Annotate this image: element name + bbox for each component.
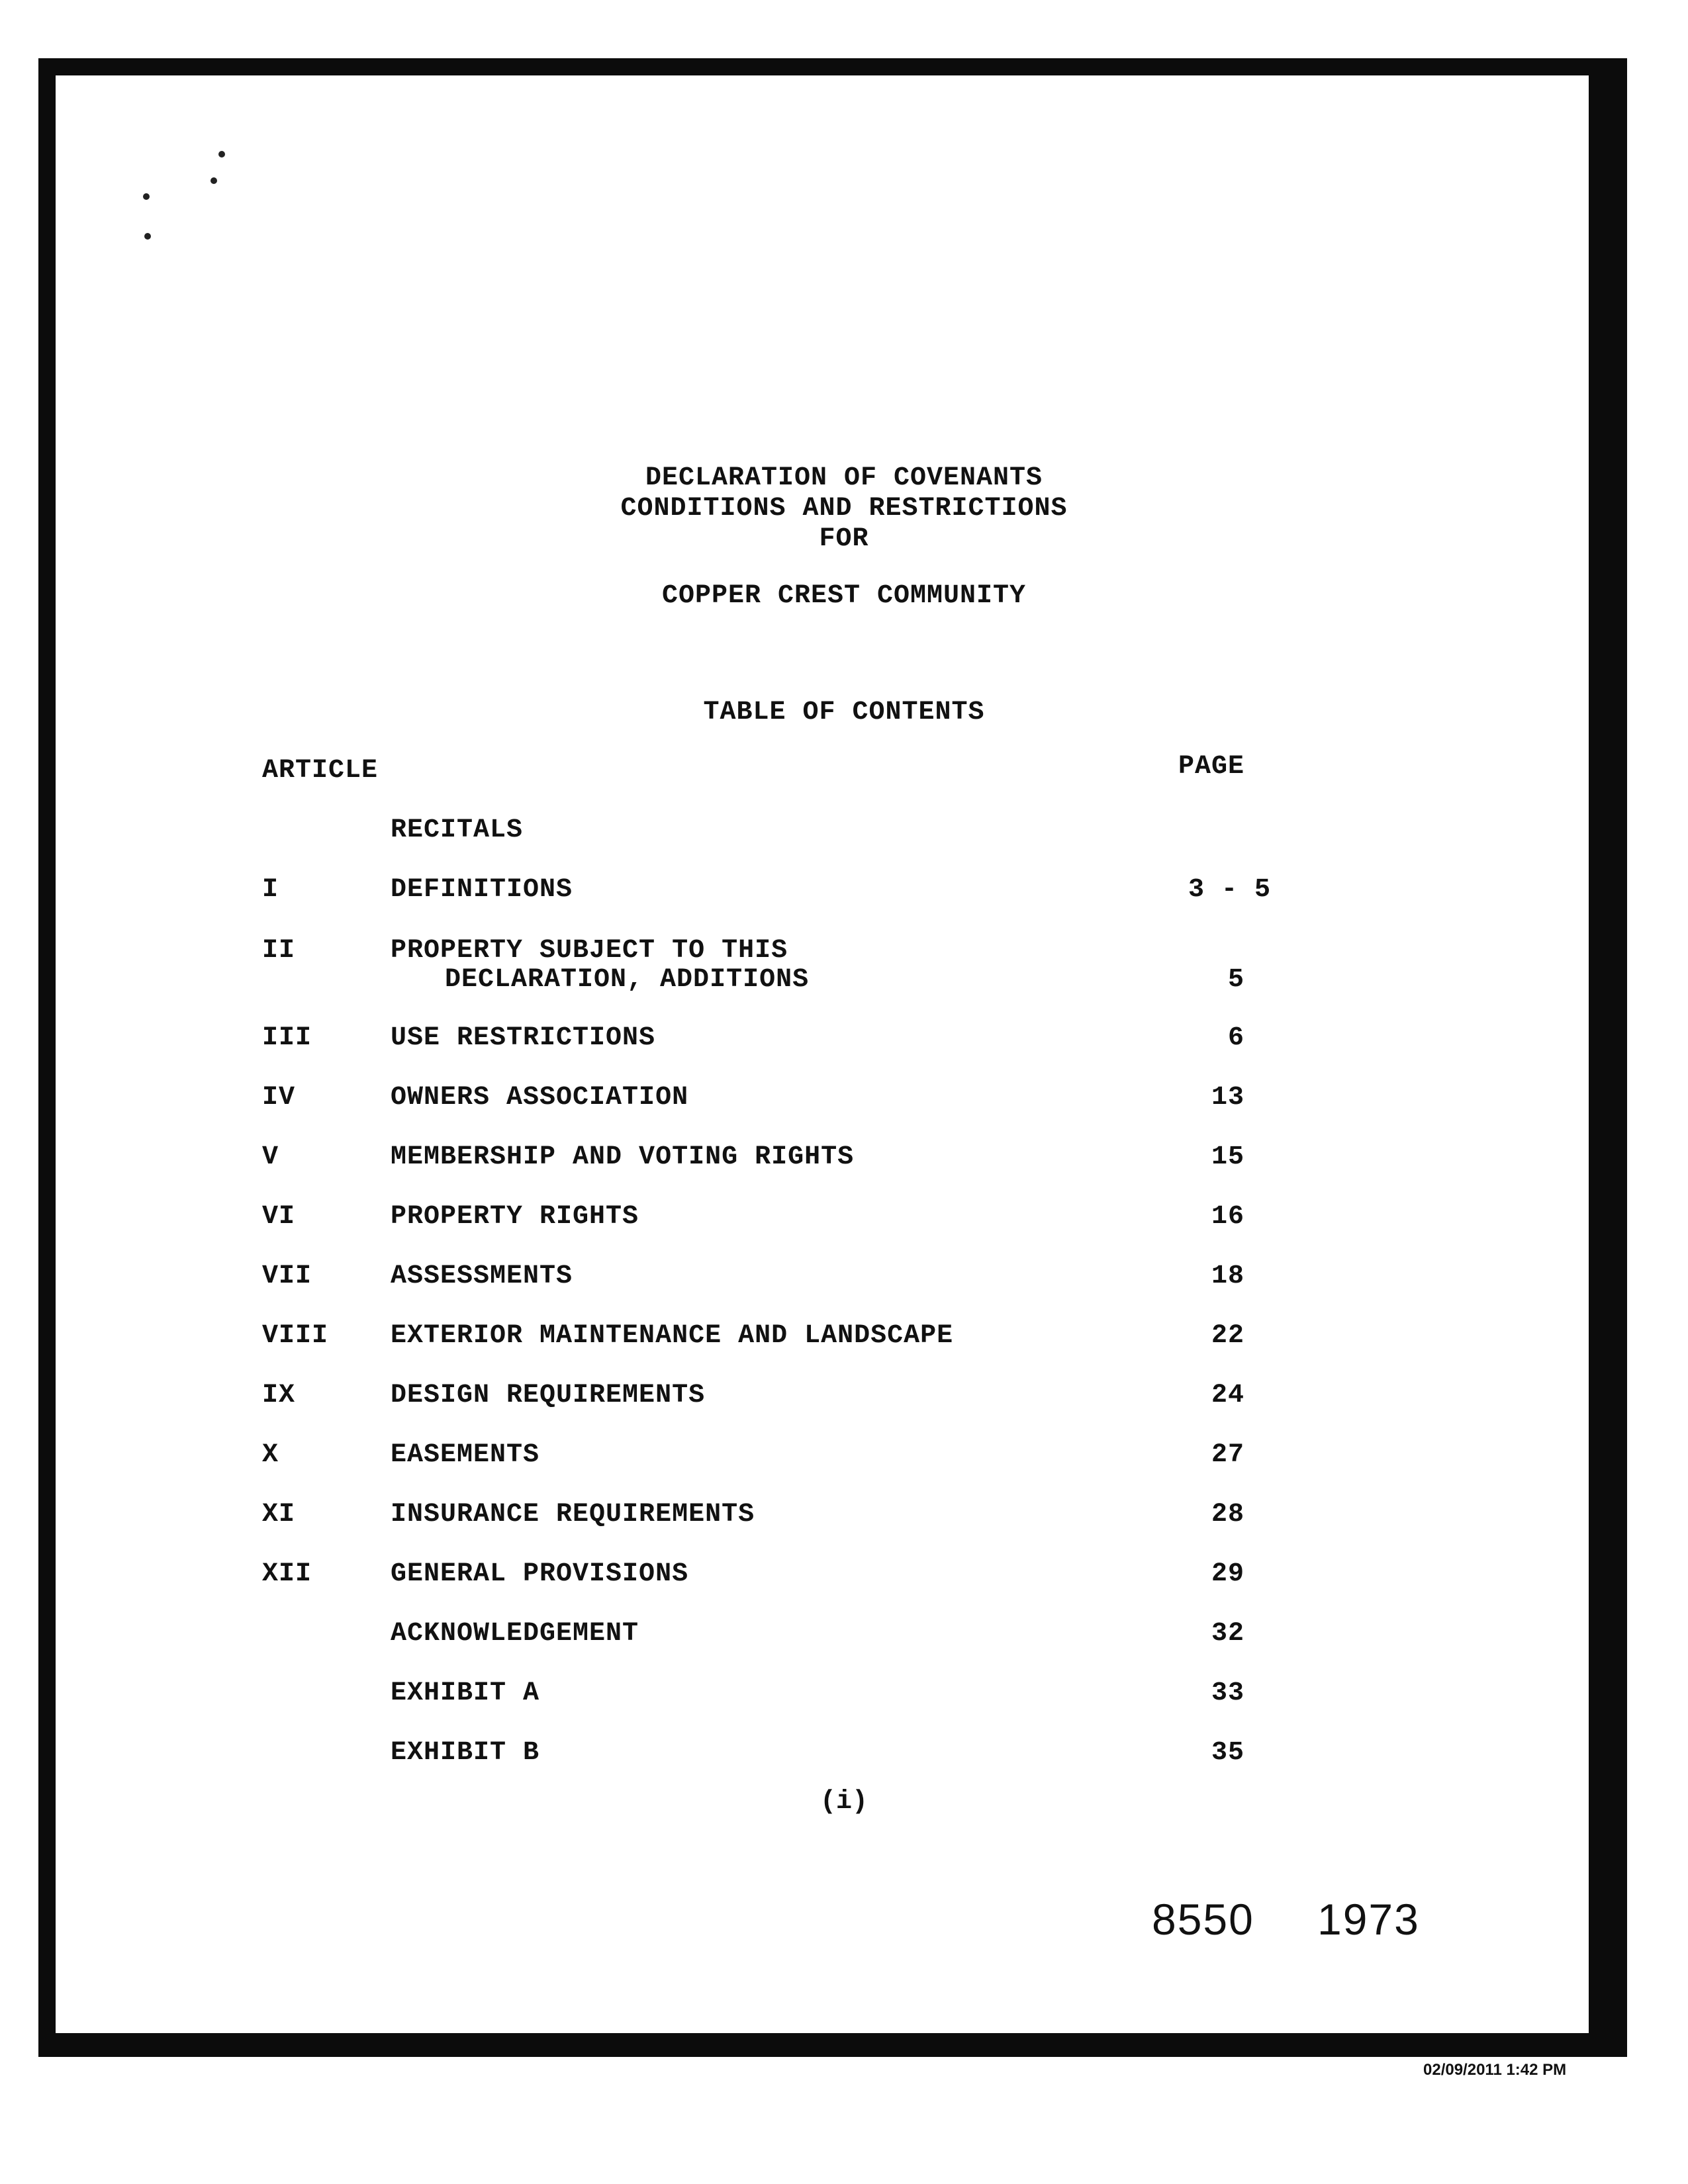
- scan-speck: [211, 177, 217, 184]
- article-number: VI: [262, 1202, 296, 1232]
- article-page: 35: [1211, 1738, 1244, 1768]
- article-title: EASEMENTS: [391, 1440, 540, 1470]
- article-page: 18: [1211, 1261, 1244, 1291]
- article-title: EXHIBIT A: [391, 1678, 540, 1708]
- scan-speck: [218, 151, 225, 158]
- document-title-line-3: FOR: [819, 524, 869, 554]
- scan-border-top: [38, 58, 1627, 75]
- toc-row: [0, 1023, 1688, 1056]
- article-page: 6: [1227, 1023, 1244, 1053]
- article-page: 24: [1211, 1381, 1244, 1410]
- article-page: 32: [1211, 1619, 1244, 1649]
- article-page: 13: [1211, 1083, 1244, 1113]
- scan-border-bottom: [38, 2033, 1627, 2057]
- article-title: DESIGN REQUIREMENTS: [391, 1381, 706, 1410]
- article-number: X: [262, 1440, 279, 1470]
- article-page: 27: [1211, 1440, 1244, 1470]
- article-number: XI: [262, 1500, 296, 1529]
- article-number: II: [262, 936, 296, 966]
- toc-row: [0, 815, 1688, 848]
- article-number: IV: [262, 1083, 296, 1113]
- document-title-line-2: CONDITIONS AND RESTRICTIONS: [620, 494, 1068, 523]
- article-title: INSURANCE REQUIREMENTS: [391, 1500, 755, 1529]
- toc-row: [0, 1500, 1688, 1533]
- toc-row: [0, 1083, 1688, 1116]
- toc-row: [0, 875, 1688, 908]
- recording-stamp-page: 1973: [1317, 1895, 1420, 1944]
- column-header-article: ARTICLE: [262, 756, 379, 786]
- toc-row: [0, 1738, 1688, 1771]
- document-title-line-1: DECLARATION OF COVENANTS: [645, 463, 1043, 493]
- article-page: 29: [1211, 1559, 1244, 1589]
- toc-row: [0, 1321, 1688, 1354]
- article-page: 3 - 5: [1188, 875, 1271, 905]
- toc-row: [0, 1142, 1688, 1175]
- article-number: VII: [262, 1261, 312, 1291]
- article-number: XII: [262, 1559, 312, 1589]
- article-number: V: [262, 1142, 279, 1172]
- toc-row: [0, 1261, 1688, 1295]
- scan-speck: [143, 193, 150, 200]
- article-title: PROPERTY SUBJECT TO THIS: [391, 936, 788, 966]
- article-page: 28: [1211, 1500, 1244, 1529]
- article-number: VIII: [262, 1321, 329, 1351]
- article-title: PROPERTY RIGHTS: [391, 1202, 639, 1232]
- article-page: 22: [1211, 1321, 1244, 1351]
- toc-title: TABLE OF CONTENTS: [703, 698, 985, 727]
- article-title: EXHIBIT B: [391, 1738, 540, 1768]
- toc-row: [0, 1559, 1688, 1592]
- print-timestamp: 02/09/2011 1:42 PM: [1423, 2061, 1567, 2079]
- article-page: 16: [1211, 1202, 1244, 1232]
- article-title: GENERAL PROVISIONS: [391, 1559, 689, 1589]
- article-title: EXTERIOR MAINTENANCE AND LANDSCAPE: [391, 1321, 954, 1351]
- scan-speck: [144, 233, 151, 240]
- article-title: DEFINITIONS: [391, 875, 573, 905]
- toc-row: [0, 1381, 1688, 1414]
- toc-row: [0, 1678, 1688, 1711]
- article-number: III: [262, 1023, 312, 1053]
- article-page: 5: [1227, 965, 1244, 995]
- toc-row: [0, 936, 1688, 999]
- article-page: 15: [1211, 1142, 1244, 1172]
- article-title: ACKNOWLEDGEMENT: [391, 1619, 639, 1649]
- column-header-page: PAGE: [1178, 752, 1245, 782]
- page-number: (i): [820, 1787, 868, 1817]
- community-name: COPPER CREST COMMUNITY: [661, 581, 1027, 611]
- recording-stamp-book: 8550: [1152, 1895, 1254, 1944]
- toc-row: [0, 1619, 1688, 1652]
- article-title: MEMBERSHIP AND VOTING RIGHTS: [391, 1142, 855, 1172]
- toc-row: [0, 1202, 1688, 1235]
- article-title: RECITALS: [391, 815, 524, 845]
- article-title-continued: DECLARATION, ADDITIONS: [445, 965, 810, 995]
- article-number: IX: [262, 1381, 296, 1410]
- article-number: I: [262, 875, 279, 905]
- article-title: USE RESTRICTIONS: [391, 1023, 656, 1053]
- article-title: ASSESSMENTS: [391, 1261, 573, 1291]
- article-title: OWNERS ASSOCIATION: [391, 1083, 689, 1113]
- article-page: 33: [1211, 1678, 1244, 1708]
- toc-row: [0, 1440, 1688, 1473]
